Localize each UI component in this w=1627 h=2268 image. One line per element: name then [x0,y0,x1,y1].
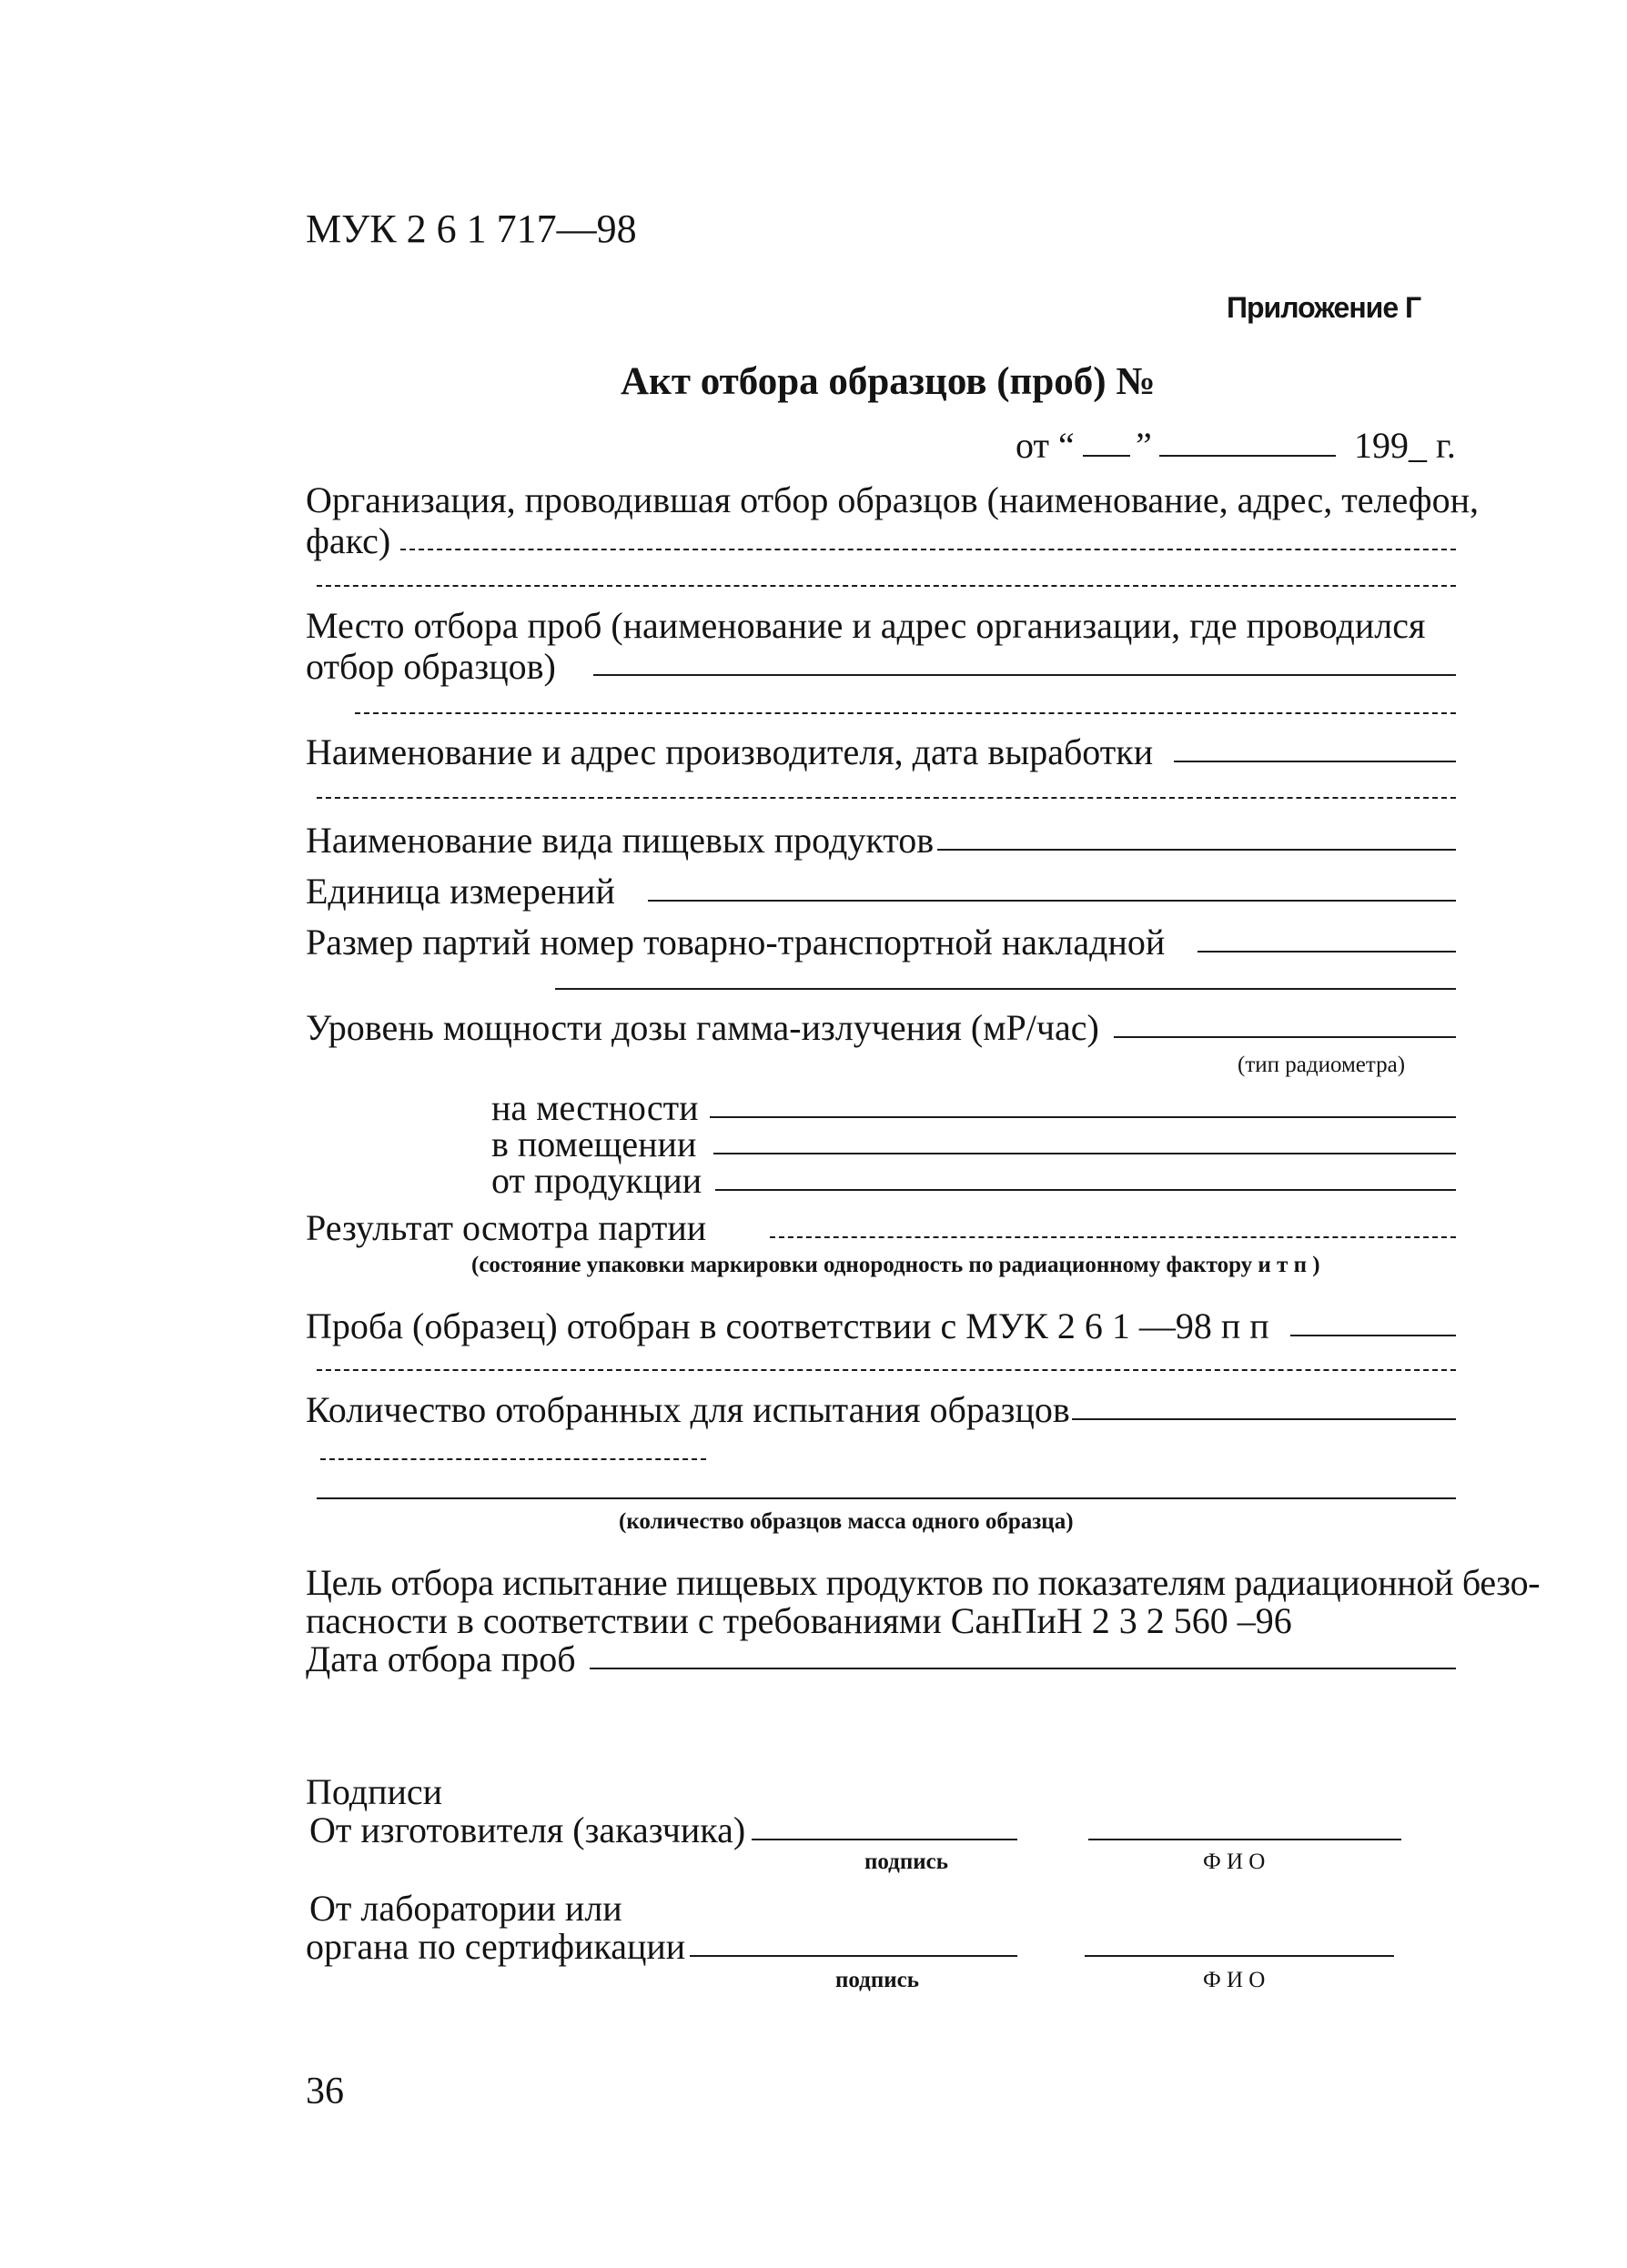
lab-signature-caption: подпись [835,1968,919,1992]
date-prefix: от “ [1016,425,1075,466]
producer-label: Наименование и адрес производителя, дата выработки [306,731,1154,772]
lab-label-line2: органа по сертификации [306,1926,686,1967]
indoors-field[interactable] [713,1153,1456,1154]
month-field[interactable] [1159,455,1336,457]
sampling-date-field[interactable] [590,1668,1456,1669]
sample-count-field-extra[interactable] [320,1458,706,1460]
act-title: Акт отбора образцов (проб) № [621,360,1156,403]
purpose-line1: Цель отбора испытание пищевых продуктов по показателям радиационной безо- [306,1562,1541,1603]
signatures-heading: Подписи [306,1771,443,1812]
food-type-label: Наименование вида пищевых продуктов [306,820,935,861]
food-type-field[interactable] [937,849,1456,851]
lab-signature-field[interactable] [690,1955,1017,1957]
producer-field-extra[interactable] [317,797,1456,799]
batch-size-field[interactable] [1198,951,1456,953]
sampling-date-label: Дата отбора проб [306,1638,576,1679]
inspection-result-label: Результат осмотра партии [306,1207,707,1248]
manufacturer-signature-caption: подпись [864,1850,948,1874]
lab-fio-field[interactable] [1085,1955,1394,1957]
sample-count-field-extra2[interactable] [317,1497,1456,1499]
purpose-line2: пасности в соответствии с требованиями СанПиН 2 3 2 560 –96 [306,1600,1292,1641]
manufacturer-fio-field[interactable] [1088,1839,1401,1840]
organization-label-line2: факс) [306,520,391,561]
batch-size-label: Размер партий номер товарно-транспортной накладной [306,922,1166,963]
manufacturer-fio-caption: Ф И О [1203,1850,1266,1874]
page-number: 36 [306,2071,344,2112]
document-code: МУК 2 6 1 717—98 [306,207,637,251]
organization-field-extra[interactable] [317,585,1456,587]
appendix-label: Приложение Г [1227,291,1421,324]
manufacturer-label: От изготовителя (заказчика) [309,1809,746,1850]
date-quote-close: ” [1136,425,1152,466]
from-product-field[interactable] [715,1189,1456,1191]
inspection-note: (состояние упаковки маркировки однородность по радиационному фактору и т п ) [471,1253,1320,1277]
indoors-label: в помещении [491,1124,697,1164]
place-label-line1: Место отбора проб (наименование и адрес организации, где проводился [306,605,1426,646]
organization-field[interactable] [400,549,1456,550]
sample-taken-field[interactable] [1290,1335,1456,1336]
gamma-level-label: Уровень мощности дозы гамма-излучения (мР/час) [306,1007,1099,1048]
inspection-result-field[interactable] [770,1236,1456,1238]
lab-label-line1: От лаборатории или [309,1888,622,1929]
sample-count-caption: (количество образцов масса одного образца) [619,1509,1074,1534]
sample-taken-field-extra[interactable] [317,1369,1456,1371]
unit-field[interactable] [648,900,1456,902]
organization-label-line1: Организация, проводившая отбор образцов (наименование, адрес, телефон, [306,479,1480,520]
producer-field[interactable] [1174,761,1456,762]
place-field-extra[interactable] [355,712,1456,714]
gamma-level-field[interactable] [1114,1036,1456,1038]
from-product-label: от продукции [491,1160,702,1201]
place-label-line2: отбор образцов) [306,646,556,687]
sample-count-label: Количество отобранных для испытания образцов [306,1389,1070,1430]
sample-count-field[interactable] [1072,1418,1456,1420]
on-site-label: на местности [491,1087,699,1128]
day-field[interactable] [1083,455,1130,457]
date-year: 199_ г. [1354,425,1456,466]
sample-taken-label: Проба (образец) отобран в соответствии с МУК 2 6 1 —98 п п [306,1305,1269,1346]
lab-fio-caption: Ф И О [1203,1968,1266,1992]
manufacturer-signature-field[interactable] [752,1839,1017,1840]
unit-label: Единица измерений [306,871,615,912]
on-site-field[interactable] [710,1116,1456,1118]
radiometer-type-caption: (тип радиометра) [1238,1053,1406,1077]
batch-size-field-extra[interactable] [555,988,1456,990]
place-field[interactable] [593,674,1456,676]
